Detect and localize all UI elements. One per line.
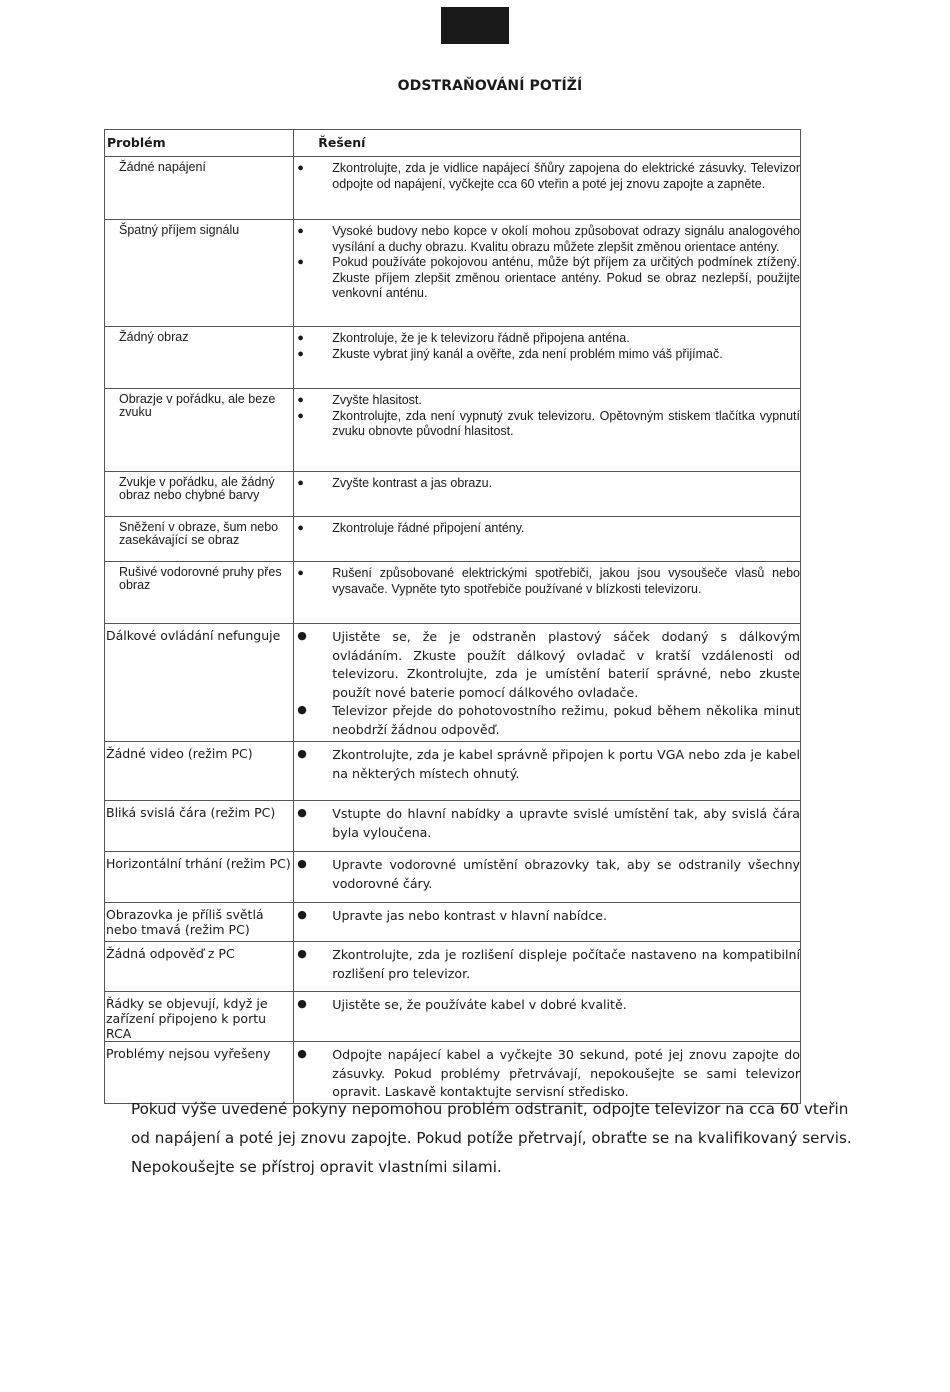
solution-text: Zkontrolujte, zda je rozlišení displeje počítače nastaveno na kompatibilní rozlišení pro televizor. <box>332 947 800 981</box>
table-row <box>105 742 801 801</box>
solution-item <box>294 347 800 363</box>
table-header-row <box>105 130 801 157</box>
problem-cell: Problémy nejsou vyřešeny <box>105 1042 294 1104</box>
solution-cell <box>294 852 801 903</box>
table-row <box>105 517 801 562</box>
solution-item <box>294 566 800 597</box>
table-row <box>105 157 801 220</box>
solution-item <box>294 331 800 347</box>
table-row <box>105 942 801 992</box>
bullet-icon: ● <box>297 477 304 489</box>
bullet-icon: ● <box>297 162 304 174</box>
bullet-icon: ● <box>297 225 304 237</box>
solution-cell <box>294 517 801 562</box>
table-row <box>105 992 801 1042</box>
solution-text: Zkuste vybrat jiný kanál a ověřte, zda není problém mimo váš přijímač. <box>332 346 723 361</box>
solution-item <box>294 746 800 783</box>
solution-cell <box>294 942 801 992</box>
bullet-icon: ● <box>297 997 307 1010</box>
bullet-icon: ● <box>297 256 304 268</box>
solution-text: Zvyšte kontrast a jas obrazu. <box>332 476 493 490</box>
solution-item <box>294 409 800 440</box>
problem-cell: Žádné video (režim PC) <box>105 742 294 801</box>
table-row <box>105 624 801 742</box>
bullet-icon: ● <box>297 703 307 716</box>
solution-text: Upravte vodorovné umístění obrazovky tak, aby se odstranily všechny vodorovné čáry. <box>332 857 800 891</box>
bullet-icon: ● <box>297 747 307 760</box>
problem-cell: Zvukje v pořádku, ale žádný obraz nebo chybné barvy <box>105 472 294 517</box>
table-row <box>105 852 801 903</box>
solution-cell <box>294 624 801 742</box>
table-row <box>105 327 801 389</box>
problem-cell: Horizontální trhání (režim PC) <box>105 852 294 903</box>
solution-cell <box>294 562 801 624</box>
solution-item <box>294 393 800 409</box>
problem-cell: Žádný obraz <box>105 327 294 389</box>
footer-note: Pokud výše uvedené pokyny nepomohou problém odstranit, odpojte televizor na cca 60 vteřin od napájení a poté jej znovu zapojte. Pokud potíže přetrvají, obraťte se na kvalifikovaný servis. Nepokoušejte se přístroj opravit vlastními silami. <box>131 1100 852 1176</box>
problem-cell: Dálkové ovládání nefunguje <box>105 624 294 742</box>
problem-cell: Bliká svislá čára (režim PC) <box>105 801 294 852</box>
table-row <box>105 801 801 852</box>
problem-cell: Obrazje v pořádku, ale beze zvuku <box>105 389 294 472</box>
bullet-icon: ● <box>297 629 307 642</box>
solution-text: Upravte jas nebo kontrast v hlavní nabídce. <box>332 908 608 923</box>
bullet-icon: ● <box>297 857 307 870</box>
solution-cell <box>294 157 801 220</box>
solution-item <box>294 255 800 302</box>
solution-cell <box>294 472 801 517</box>
table-row <box>105 472 801 517</box>
solution-item <box>294 161 800 192</box>
solution-cell <box>294 801 801 852</box>
solution-text: Zkontrolujte, zda je vidlice napájecí šňůry zapojena do elektrické zásuvky. Televizor odpojte od napájení, vyčkejte cca 60 vteřin a poté jej znovu zapojte a zapněte. <box>332 161 800 191</box>
bullet-icon: ● <box>297 908 307 921</box>
problem-cell: Rušivé vodorovné pruhy přes obraz <box>105 562 294 624</box>
problem-cell: Obrazovka je příliš světlá nebo tmavá (režim PC) <box>105 903 294 942</box>
solution-text: Ujistěte se, že používáte kabel v dobré kvalitě. <box>332 997 627 1012</box>
page-tab-marker <box>441 7 509 44</box>
solution-item <box>294 476 800 492</box>
problem-cell: Žádné napájení <box>105 157 294 220</box>
solution-item <box>294 856 800 893</box>
column-header-solution: Řešení <box>294 130 801 157</box>
problem-cell: Řádky se objevují, když je zařízení připojeno k portu RCA <box>105 992 294 1042</box>
bullet-icon: ● <box>297 394 304 406</box>
problem-cell: Žádná odpověď z PC <box>105 942 294 992</box>
solution-item <box>294 996 800 1015</box>
solution-item <box>294 946 800 983</box>
solution-cell <box>294 742 801 801</box>
bullet-icon: ● <box>297 567 304 579</box>
solution-item <box>294 1046 800 1102</box>
solution-item <box>294 805 800 842</box>
solution-cell <box>294 389 801 472</box>
page-title: ODSTRAŇOVÁNÍ POTÍŽÍ <box>397 78 583 94</box>
solution-item <box>294 521 800 537</box>
solution-text: Zkontroluje, že je k televizoru řádně připojena anténa. <box>332 331 630 345</box>
solution-text: Zvyšte hlasitost. <box>332 393 422 407</box>
solution-text: Ujistěte se, že je odstraněn plastový sáček dodaný s dálkovým ovládáním. Zkuste použít dálkový ovladač v kratší vzdálenosti od televizoru. Zkontrolujte, zda je umístění baterií správné, nebo zkuste použít nové baterie pomocí dálkového ovladače. <box>332 629 800 700</box>
column-header-problem: Problém <box>105 130 294 157</box>
table-row <box>105 903 801 942</box>
solution-text: Rušení způsobované elektrickými spotřebiči, jakou jsou vysoušeče vlasů nebo vysavače. Vypněte tyto spotřebiče používané v blízkosti televizoru. <box>332 566 800 596</box>
bullet-icon: ● <box>297 332 304 344</box>
solution-item <box>294 907 800 926</box>
solution-cell <box>294 903 801 942</box>
problem-cell: Špatný příjem signálu <box>105 220 294 327</box>
troubleshooting-table <box>104 129 801 1104</box>
solution-item <box>294 702 800 739</box>
solution-text: Pokud používáte pokojovou anténu, může být příjem za určitých podmínek ztížený. Zkuste příjem zlepšit změnou orientace antény. Pokud se obraz nezlepší, použijte venkovní anténu. <box>332 255 800 300</box>
solution-text: Vysoké budovy nebo kopce v okolí mohou způsobovat odrazy signálu analogového vysílání a duchy obrazu. Kvalitu obrazu můžete zlepšit změnou orientace antény. <box>332 224 800 254</box>
solution-text: Odpojte napájecí kabel a vyčkejte 30 sekund, poté jej znovu zapojte do zásuvky. Pokud problémy přetrvávají, nepokoušejte se sami televizor opravit. Laskavě kontaktujte servisní středisko. <box>332 1047 800 1099</box>
bullet-icon: ● <box>297 347 304 360</box>
table-row <box>105 389 801 472</box>
solution-text: Zkontrolujte, zda je kabel správně připojen k portu VGA nebo zda je kabel na některých místech ohnutý. <box>332 747 800 781</box>
solution-text: Televizor přejde do pohotovostního režimu, pokud během několika minut neobdrží žádnou odpověď. <box>332 703 800 737</box>
bullet-icon: ● <box>297 409 304 422</box>
problem-cell: Sněžení v obraze, šum nebo zasekávající se obraz <box>105 517 294 562</box>
solution-cell <box>294 327 801 389</box>
solution-item <box>294 224 800 255</box>
solution-item <box>294 628 800 702</box>
bullet-icon: ● <box>297 947 307 960</box>
solution-text: Zkontroluje řádné připojení antény. <box>332 521 525 535</box>
solution-text: Vstupte do hlavní nabídky a upravte svislé umístění tak, aby svislá čára byla vyloučena. <box>332 806 800 840</box>
bullet-icon: ● <box>297 1047 307 1060</box>
bullet-icon: ● <box>297 806 307 819</box>
solution-cell <box>294 220 801 327</box>
table-row <box>105 220 801 327</box>
bullet-icon: ● <box>297 522 304 534</box>
solution-text: Zkontrolujte, zda není vypnutý zvuk televizoru. Opětovným stiskem tlačítka vypnutí zvuku obnovte původní hlasitost. <box>332 408 800 438</box>
table-row <box>105 562 801 624</box>
solution-cell <box>294 992 801 1042</box>
